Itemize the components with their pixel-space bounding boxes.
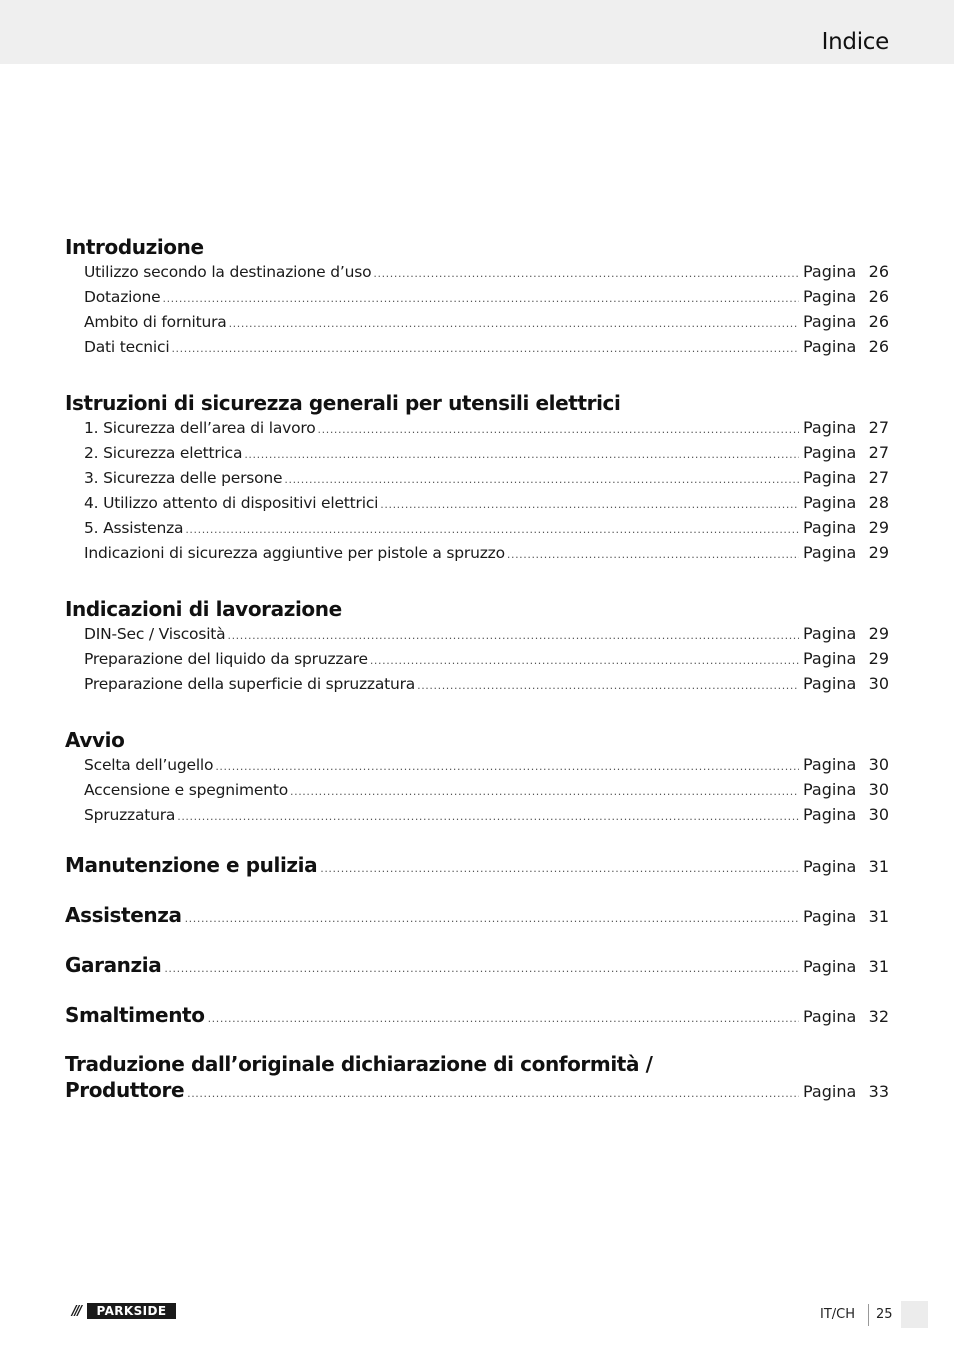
page-reference <box>803 312 889 331</box>
page-reference <box>803 624 889 643</box>
entry-label: Dotazione <box>84 288 161 306</box>
dot-leader <box>185 912 799 925</box>
page-word: Pagina <box>803 1007 857 1026</box>
dot-leader <box>164 962 799 975</box>
dot-leader <box>215 760 799 773</box>
section-heading: Assistenza <box>65 903 182 927</box>
footer-divider <box>868 1304 869 1326</box>
page-reference <box>803 1082 889 1101</box>
entry-label: 4. Utilizzo attento di dispositivi elettrici <box>84 494 379 512</box>
toc-heading-entry-smaltimento[interactable] <box>65 1000 889 1030</box>
dot-leader <box>290 785 799 798</box>
dot-leader <box>318 423 799 436</box>
toc-section-indicazioni-lavorazione <box>65 594 889 699</box>
page-word: Pagina <box>803 543 857 562</box>
page-number: 29 <box>868 624 889 643</box>
page-reference <box>803 780 889 799</box>
page-number: 26 <box>868 262 889 281</box>
page-reference <box>803 907 889 926</box>
page-word: Pagina <box>803 857 857 876</box>
page-word: Pagina <box>803 780 857 799</box>
page-word: Pagina <box>803 1082 857 1101</box>
page-number: 26 <box>868 312 889 331</box>
dot-leader <box>320 862 799 875</box>
page-reference <box>803 262 889 281</box>
section-heading: Introduzione <box>65 235 204 259</box>
entry-label: Accensione e spegnimento <box>84 781 288 799</box>
page-number: 27 <box>868 468 889 487</box>
dot-leader <box>227 629 799 642</box>
page-word: Pagina <box>803 907 857 926</box>
entry-label: 2. Sicurezza elettrica <box>84 444 243 462</box>
toc-entry[interactable] <box>65 780 889 805</box>
toc-section-istruzioni-sicurezza <box>65 388 889 568</box>
entry-label: Scelta dell’ugello <box>84 756 214 774</box>
page-word: Pagina <box>803 493 857 512</box>
page-reference <box>803 1007 889 1026</box>
page-word: Pagina <box>803 649 857 668</box>
page-word: Pagina <box>803 624 857 643</box>
entry-label: 3. Sicurezza delle persone <box>84 469 283 487</box>
toc-entry[interactable] <box>65 755 889 780</box>
page-number: 29 <box>868 518 889 537</box>
page-word: Pagina <box>803 262 857 281</box>
toc-entry[interactable] <box>65 312 889 337</box>
dot-leader <box>185 523 799 536</box>
entry-label: Ambito di fornitura <box>84 313 227 331</box>
dot-leader <box>507 548 799 561</box>
heading-entry-continuation <box>65 1075 889 1105</box>
table-of-contents <box>65 232 889 1105</box>
page-reference <box>803 755 889 774</box>
page-number: 29 <box>868 543 889 562</box>
dot-leader <box>417 679 799 692</box>
page-word: Pagina <box>803 674 857 693</box>
page-number: 30 <box>868 780 889 799</box>
entry-label: Spruzzatura <box>84 806 176 824</box>
page-word: Pagina <box>803 518 857 537</box>
page-number: 30 <box>868 674 889 693</box>
section-heading: Indicazioni di lavorazione <box>65 597 342 621</box>
section-heading: Smaltimento <box>65 1003 205 1027</box>
page-word: Pagina <box>803 468 857 487</box>
locale-label: IT/CH <box>820 1307 856 1322</box>
page-word: Pagina <box>803 337 857 356</box>
dot-leader <box>187 1087 799 1100</box>
page-number: 27 <box>868 418 889 437</box>
page-word: Pagina <box>803 443 857 462</box>
dot-leader <box>177 810 799 823</box>
toc-heading-entry-assistenza[interactable] <box>65 900 889 930</box>
page-title: Indice <box>821 29 889 55</box>
page-number: 30 <box>868 805 889 824</box>
entry-label: DIN-Sec / Viscosità <box>84 625 226 643</box>
toc-entry[interactable] <box>65 337 889 362</box>
page-word: Pagina <box>803 805 857 824</box>
page-word: Pagina <box>803 287 857 306</box>
page-reference <box>803 518 889 537</box>
dot-leader <box>171 342 799 355</box>
page-reference <box>803 493 889 512</box>
entry-label: 1. Sicurezza dell’area di lavoro <box>84 419 316 437</box>
page-reference <box>803 957 889 976</box>
page-reference <box>803 443 889 462</box>
page-reference <box>803 857 889 876</box>
footer-tab-marker <box>901 1301 928 1328</box>
dot-leader <box>284 473 799 486</box>
page-number: 31 <box>868 957 889 976</box>
dot-leader <box>370 654 799 667</box>
logo-slashes-icon: /// <box>65 1303 87 1319</box>
toc-entry[interactable] <box>65 468 889 493</box>
toc-section-avvio <box>65 725 889 830</box>
toc-entry[interactable] <box>65 624 889 649</box>
toc-heading-entry-traduzione[interactable] <box>65 1050 889 1105</box>
toc-entry[interactable] <box>65 443 889 468</box>
toc-section-introduzione <box>65 232 889 362</box>
dot-leader <box>162 292 799 305</box>
parkside-logo <box>65 1303 176 1319</box>
page-word: Pagina <box>803 755 857 774</box>
section-heading: Istruzioni di sicurezza generali per utensili elettrici <box>65 391 621 415</box>
toc-entry[interactable] <box>65 805 889 830</box>
toc-entry[interactable] <box>65 493 889 518</box>
section-heading: Avvio <box>65 728 125 752</box>
page-number-footer: 25 <box>876 1307 893 1322</box>
page-number: 29 <box>868 649 889 668</box>
entry-label: 5. Assistenza <box>84 519 184 537</box>
page-word: Pagina <box>803 957 857 976</box>
page-number: 33 <box>868 1082 889 1101</box>
section-heading: Manutenzione e pulizia <box>65 853 318 877</box>
page-reference <box>803 468 889 487</box>
page-number: 31 <box>868 857 889 876</box>
page-number: 28 <box>868 493 889 512</box>
toc-entry[interactable] <box>65 287 889 312</box>
section-heading-continued: Produttore <box>65 1078 185 1102</box>
entry-label: Indicazioni di sicurezza aggiuntive per pistole a spruzzo <box>84 544 505 562</box>
page-reference <box>803 418 889 437</box>
toc-entry[interactable] <box>65 649 889 674</box>
page-reference <box>803 805 889 824</box>
dot-leader <box>229 317 799 330</box>
entry-label: Preparazione del liquido da spruzzare <box>84 650 368 668</box>
toc-entry[interactable] <box>65 262 889 287</box>
dot-leader <box>373 267 799 280</box>
page-number: 30 <box>868 755 889 774</box>
dot-leader <box>244 448 799 461</box>
page-number: 31 <box>868 907 889 926</box>
brand-name: PARKSIDE <box>96 1304 167 1318</box>
page-reference <box>803 674 889 693</box>
page-number: 27 <box>868 443 889 462</box>
page-reference <box>803 337 889 356</box>
dot-leader <box>380 498 799 511</box>
page-reference <box>803 543 889 562</box>
entry-label: Utilizzo secondo la destinazione d’uso <box>84 263 372 281</box>
page-reference <box>803 287 889 306</box>
page-number: 26 <box>868 337 889 356</box>
header-band <box>0 0 954 64</box>
entry-label: Dati tecnici <box>84 338 170 356</box>
page-reference <box>803 649 889 668</box>
page-number: 26 <box>868 287 889 306</box>
entry-label: Preparazione della superficie di spruzzatura <box>84 675 416 693</box>
toc-heading-entry-garanzia[interactable] <box>65 950 889 980</box>
toc-entry[interactable] <box>65 674 889 699</box>
toc-entry[interactable] <box>65 518 889 543</box>
dot-leader <box>208 1012 799 1025</box>
page-word: Pagina <box>803 418 857 437</box>
page-word: Pagina <box>803 312 857 331</box>
section-heading: Traduzione dall’originale dichiarazione di conformità / <box>65 1052 653 1076</box>
section-heading: Garanzia <box>65 953 162 977</box>
toc-entry[interactable] <box>65 543 889 568</box>
page-number: 32 <box>868 1007 889 1026</box>
toc-entry[interactable] <box>65 418 889 443</box>
toc-heading-entry-manutenzione[interactable] <box>65 850 889 880</box>
